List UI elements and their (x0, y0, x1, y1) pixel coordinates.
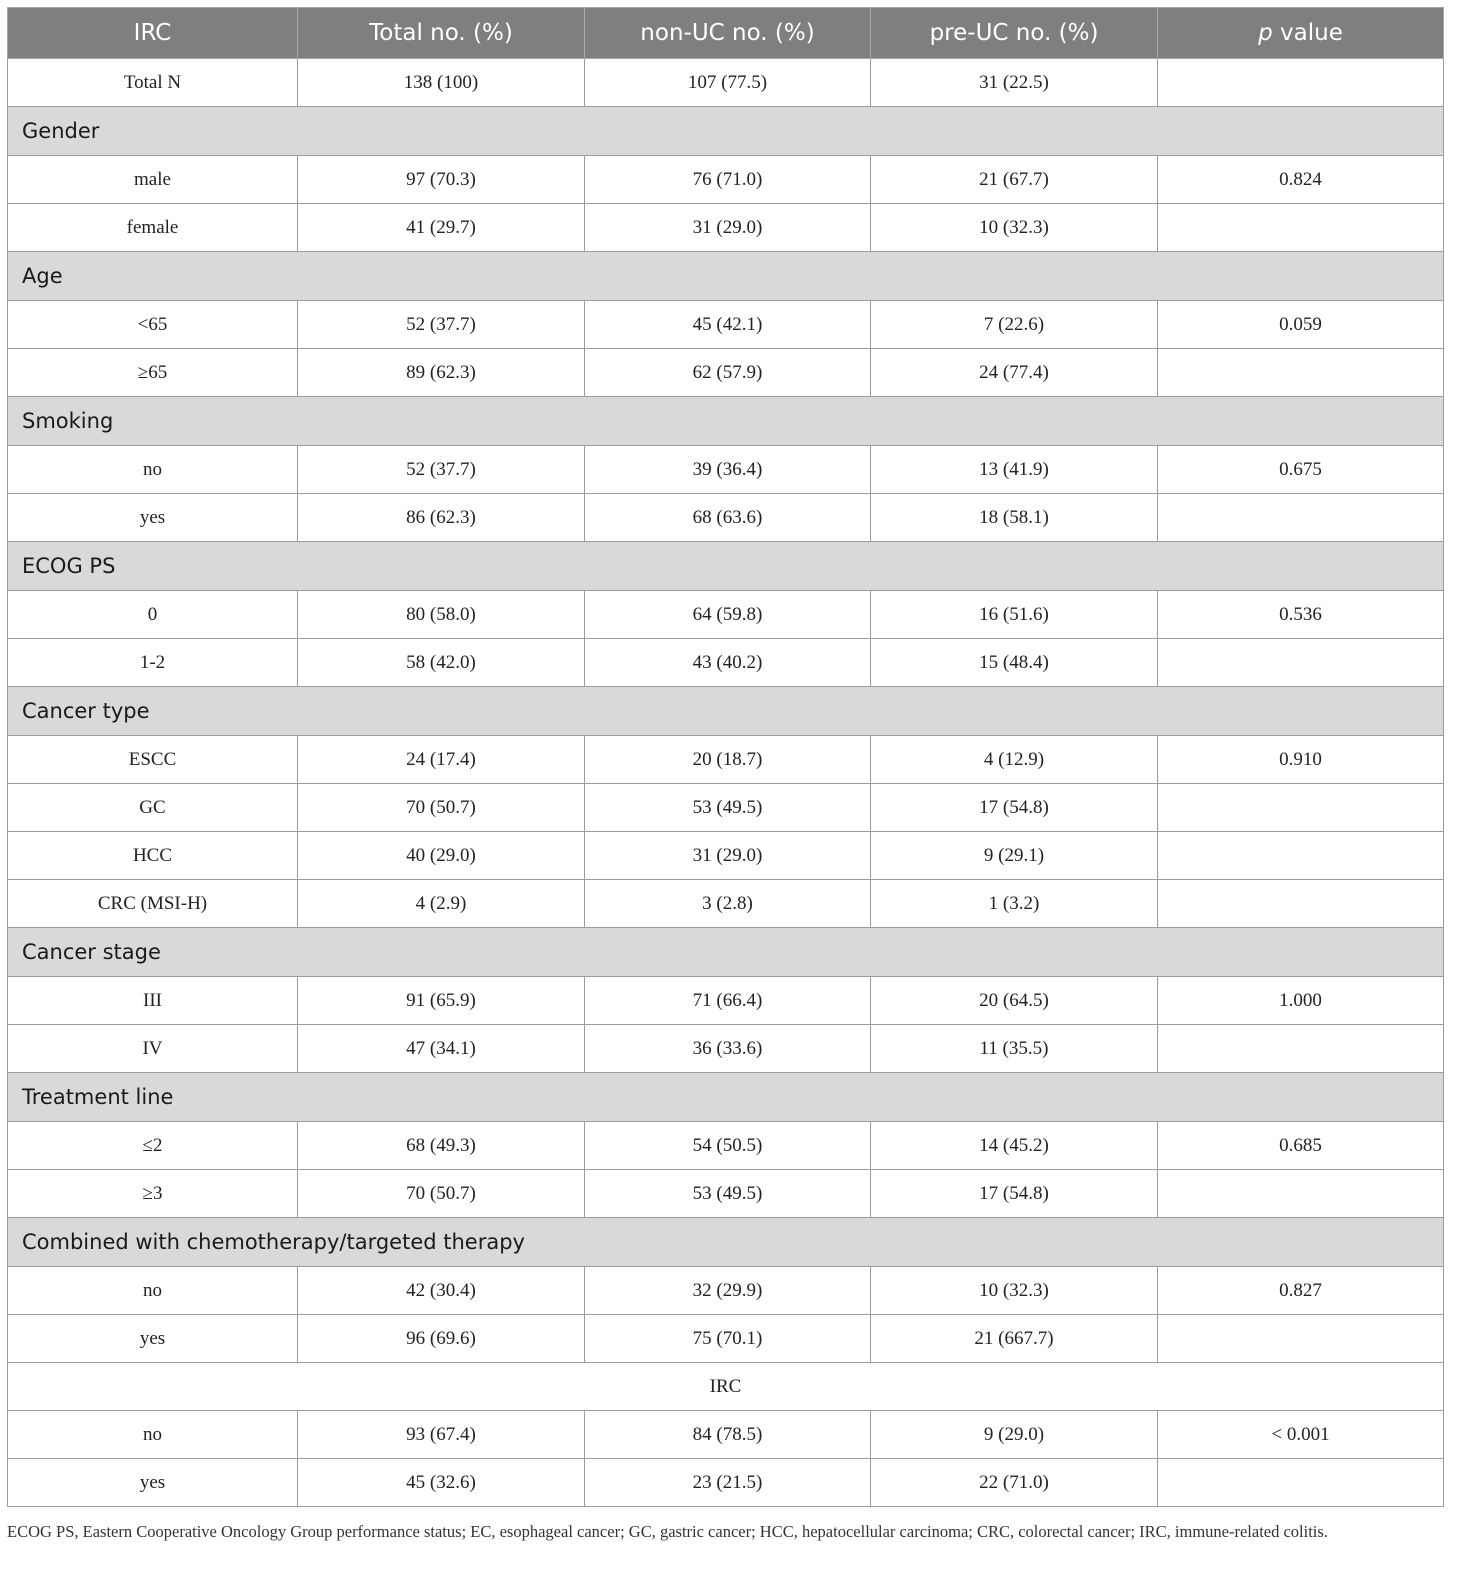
p-value-cell: 0.536 (1158, 591, 1444, 639)
non-uc-cell: 71 (66.4) (585, 977, 871, 1025)
row-label-cell: III (8, 977, 298, 1025)
header-cell-irc: IRC (8, 8, 298, 59)
table-row (8, 639, 1444, 687)
pre-uc-cell: 15 (48.4) (871, 639, 1158, 687)
row-label-cell: ≤2 (8, 1122, 298, 1170)
pre-uc-cell: 21 (667.7) (871, 1315, 1158, 1363)
p-value-cell (1158, 832, 1444, 880)
table-row (8, 784, 1444, 832)
section-label: Combined with chemotherapy/targeted therapy (8, 1218, 1444, 1267)
p-value-cell: < 0.001 (1158, 1411, 1444, 1459)
table-body (8, 59, 1444, 1507)
table-row (8, 1267, 1444, 1315)
p-value-cell (1158, 494, 1444, 542)
table-row (8, 446, 1444, 494)
total-cell: 138 (100) (298, 59, 585, 107)
row-label-cell: male (8, 156, 298, 204)
section-label: Treatment line (8, 1073, 1444, 1122)
total-cell: 41 (29.7) (298, 204, 585, 252)
p-value-cell (1158, 1170, 1444, 1218)
pre-uc-cell: 22 (71.0) (871, 1459, 1158, 1507)
non-uc-cell: 3 (2.8) (585, 880, 871, 928)
p-value-label: value (1272, 20, 1343, 46)
row-label-cell: GC (8, 784, 298, 832)
total-cell: 68 (49.3) (298, 1122, 585, 1170)
p-value-cell (1158, 204, 1444, 252)
total-cell: 89 (62.3) (298, 349, 585, 397)
section-row (8, 1363, 1444, 1411)
header-row (8, 8, 1444, 59)
p-value-cell (1158, 880, 1444, 928)
table-header (8, 8, 1444, 59)
header-cell-pre-uc: pre-UC no. (%) (871, 8, 1158, 59)
total-cell: 42 (30.4) (298, 1267, 585, 1315)
p-value-cell (1158, 1459, 1444, 1507)
pre-uc-cell: 9 (29.1) (871, 832, 1158, 880)
non-uc-cell: 31 (29.0) (585, 832, 871, 880)
section-row (8, 1073, 1444, 1122)
total-cell: 24 (17.4) (298, 736, 585, 784)
non-uc-cell: 54 (50.5) (585, 1122, 871, 1170)
pre-uc-cell: 24 (77.4) (871, 349, 1158, 397)
header-cell-total: Total no. (%) (298, 8, 585, 59)
pre-uc-cell: 21 (67.7) (871, 156, 1158, 204)
p-value-cell (1158, 1315, 1444, 1363)
section-row (8, 687, 1444, 736)
p-value-cell (1158, 784, 1444, 832)
pre-uc-cell: 13 (41.9) (871, 446, 1158, 494)
row-label-cell: Total N (8, 59, 298, 107)
row-label-cell: yes (8, 494, 298, 542)
table-row (8, 494, 1444, 542)
total-cell: 93 (67.4) (298, 1411, 585, 1459)
non-uc-cell: 75 (70.1) (585, 1315, 871, 1363)
pre-uc-cell: 10 (32.3) (871, 1267, 1158, 1315)
table-footnote: ECOG PS, Eastern Cooperative Oncology Group performance status; EC, esophageal cancer; GC, gastric cancer; HCC, hepatocellular carcinoma; CRC, colorectal cancer; IRC, immune-related colitis. (7, 1522, 1328, 1541)
table-row (8, 977, 1444, 1025)
non-uc-cell: 23 (21.5) (585, 1459, 871, 1507)
row-label-cell: IV (8, 1025, 298, 1073)
total-cell: 45 (32.6) (298, 1459, 585, 1507)
p-value-cell (1158, 639, 1444, 687)
total-cell: 70 (50.7) (298, 784, 585, 832)
non-uc-cell: 43 (40.2) (585, 639, 871, 687)
pre-uc-cell: 9 (29.0) (871, 1411, 1158, 1459)
pre-uc-cell: 1 (3.2) (871, 880, 1158, 928)
table-row (8, 59, 1444, 107)
total-cell: 86 (62.3) (298, 494, 585, 542)
section-row (8, 107, 1444, 156)
total-cell: 58 (42.0) (298, 639, 585, 687)
section-row (8, 542, 1444, 591)
section-label: Smoking (8, 397, 1444, 446)
non-uc-cell: 53 (49.5) (585, 784, 871, 832)
section-label: Age (8, 252, 1444, 301)
row-label-cell: ≥65 (8, 349, 298, 397)
section-label: IRC (8, 1363, 1444, 1411)
total-cell: 52 (37.7) (298, 446, 585, 494)
table-row (8, 591, 1444, 639)
p-value-cell (1158, 59, 1444, 107)
pre-uc-cell: 11 (35.5) (871, 1025, 1158, 1073)
table-row (8, 1459, 1444, 1507)
pre-uc-cell: 20 (64.5) (871, 977, 1158, 1025)
non-uc-cell: 20 (18.7) (585, 736, 871, 784)
p-value-cell: 0.685 (1158, 1122, 1444, 1170)
p-italic-label: p (1258, 20, 1273, 46)
row-label-cell: 1-2 (8, 639, 298, 687)
pre-uc-cell: 17 (54.8) (871, 784, 1158, 832)
pre-uc-cell: 14 (45.2) (871, 1122, 1158, 1170)
non-uc-cell: 107 (77.5) (585, 59, 871, 107)
row-label-cell: <65 (8, 301, 298, 349)
table-row (8, 1411, 1444, 1459)
baseline-characteristics-table (7, 7, 1444, 1507)
table-row (8, 832, 1444, 880)
non-uc-cell: 36 (33.6) (585, 1025, 871, 1073)
total-cell: 47 (34.1) (298, 1025, 585, 1073)
section-row (8, 252, 1444, 301)
total-cell: 40 (29.0) (298, 832, 585, 880)
header-cell-p-value (1158, 8, 1444, 59)
table-row (8, 349, 1444, 397)
row-label-cell: female (8, 204, 298, 252)
non-uc-cell: 39 (36.4) (585, 446, 871, 494)
non-uc-cell: 32 (29.9) (585, 1267, 871, 1315)
row-label-cell: 0 (8, 591, 298, 639)
pre-uc-cell: 7 (22.6) (871, 301, 1158, 349)
table-row (8, 1025, 1444, 1073)
row-label-cell: no (8, 1267, 298, 1315)
p-value-cell: 1.000 (1158, 977, 1444, 1025)
row-label-cell: HCC (8, 832, 298, 880)
table-row (8, 301, 1444, 349)
table-row (8, 736, 1444, 784)
non-uc-cell: 76 (71.0) (585, 156, 871, 204)
p-value-cell (1158, 349, 1444, 397)
total-cell: 80 (58.0) (298, 591, 585, 639)
table-row (8, 1122, 1444, 1170)
p-value-cell: 0.059 (1158, 301, 1444, 349)
section-row (8, 397, 1444, 446)
table-row (8, 1315, 1444, 1363)
row-label-cell: ≥3 (8, 1170, 298, 1218)
p-value-cell: 0.824 (1158, 156, 1444, 204)
pre-uc-cell: 18 (58.1) (871, 494, 1158, 542)
row-label-cell: yes (8, 1459, 298, 1507)
table-row (8, 880, 1444, 928)
non-uc-cell: 84 (78.5) (585, 1411, 871, 1459)
pre-uc-cell: 31 (22.5) (871, 59, 1158, 107)
non-uc-cell: 62 (57.9) (585, 349, 871, 397)
total-cell: 4 (2.9) (298, 880, 585, 928)
p-value-cell: 0.910 (1158, 736, 1444, 784)
non-uc-cell: 64 (59.8) (585, 591, 871, 639)
row-label-cell: ESCC (8, 736, 298, 784)
row-label-cell: no (8, 1411, 298, 1459)
table-row (8, 1170, 1444, 1218)
section-label: Gender (8, 107, 1444, 156)
pre-uc-cell: 16 (51.6) (871, 591, 1158, 639)
pre-uc-cell: 17 (54.8) (871, 1170, 1158, 1218)
non-uc-cell: 45 (42.1) (585, 301, 871, 349)
p-value-cell: 0.675 (1158, 446, 1444, 494)
pre-uc-cell: 10 (32.3) (871, 204, 1158, 252)
p-value-cell (1158, 1025, 1444, 1073)
section-label: Cancer stage (8, 928, 1444, 977)
table-row (8, 156, 1444, 204)
section-label: ECOG PS (8, 542, 1444, 591)
total-cell: 52 (37.7) (298, 301, 585, 349)
total-cell: 97 (70.3) (298, 156, 585, 204)
non-uc-cell: 31 (29.0) (585, 204, 871, 252)
row-label-cell: yes (8, 1315, 298, 1363)
non-uc-cell: 53 (49.5) (585, 1170, 871, 1218)
row-label-cell: no (8, 446, 298, 494)
section-label: Cancer type (8, 687, 1444, 736)
p-value-cell: 0.827 (1158, 1267, 1444, 1315)
row-label-cell: CRC (MSI-H) (8, 880, 298, 928)
header-cell-non-uc: non-UC no. (%) (585, 8, 871, 59)
section-row (8, 928, 1444, 977)
non-uc-cell: 68 (63.6) (585, 494, 871, 542)
pre-uc-cell: 4 (12.9) (871, 736, 1158, 784)
data-table-container (7, 7, 1443, 1507)
total-cell: 91 (65.9) (298, 977, 585, 1025)
total-cell: 96 (69.6) (298, 1315, 585, 1363)
table-row (8, 204, 1444, 252)
section-row (8, 1218, 1444, 1267)
total-cell: 70 (50.7) (298, 1170, 585, 1218)
